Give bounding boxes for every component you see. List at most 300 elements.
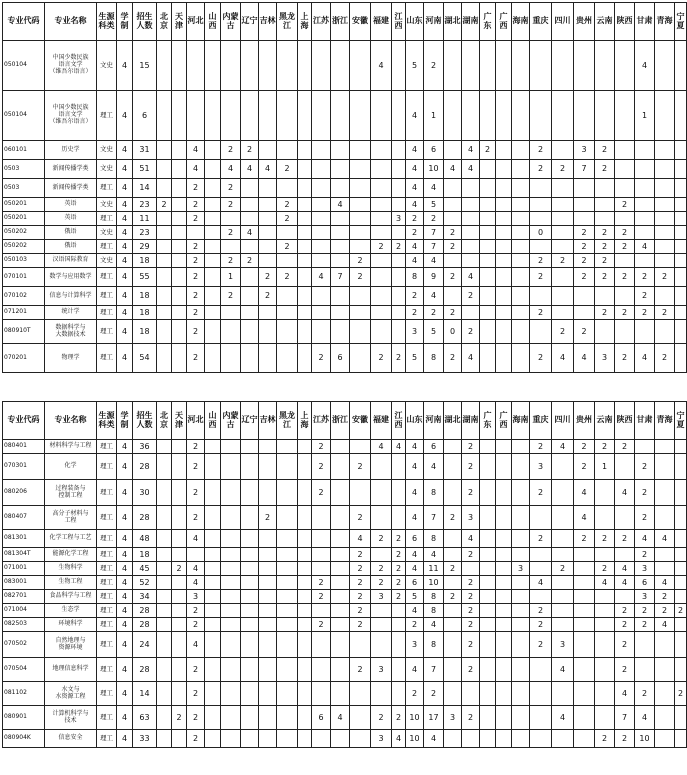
province-quota: 2 bbox=[350, 604, 371, 618]
subject-type: 理工 bbox=[97, 618, 117, 632]
province-quota: 2 bbox=[187, 179, 205, 198]
duration: 4 bbox=[117, 41, 133, 91]
province-quota bbox=[615, 141, 635, 160]
province-quota: 2 bbox=[259, 268, 277, 287]
province-quota bbox=[172, 91, 187, 141]
province-quota bbox=[480, 254, 496, 268]
province-quota bbox=[512, 576, 530, 590]
province-quota bbox=[512, 632, 530, 658]
province-quota bbox=[277, 730, 298, 748]
province-quota: 8 bbox=[424, 632, 444, 658]
province-quota: 2 bbox=[187, 440, 205, 454]
table-row bbox=[3, 706, 687, 730]
province-quota: 10 bbox=[424, 160, 444, 179]
col-header: 福建 bbox=[371, 402, 392, 440]
province-quota: 2 bbox=[312, 618, 331, 632]
province-quota bbox=[480, 480, 496, 506]
province-quota: 2 bbox=[277, 268, 298, 287]
major-name: 俄语 bbox=[45, 226, 97, 240]
province-quota bbox=[444, 41, 462, 91]
province-quota bbox=[496, 454, 512, 480]
province-quota: 2 bbox=[574, 240, 595, 254]
province-quota bbox=[172, 548, 187, 562]
duration: 4 bbox=[117, 562, 133, 576]
province-quota bbox=[530, 41, 552, 91]
province-quota bbox=[187, 41, 205, 91]
province-quota: 3 bbox=[406, 632, 424, 658]
province-quota bbox=[331, 41, 350, 91]
province-quota: 2 bbox=[221, 287, 241, 306]
province-quota: 2 bbox=[574, 268, 595, 287]
province-quota: 2 bbox=[392, 344, 406, 373]
total-quota: 23 bbox=[133, 198, 157, 212]
province-quota bbox=[157, 618, 172, 632]
province-quota: 2 bbox=[462, 706, 480, 730]
col-header: 广东 bbox=[480, 402, 496, 440]
major-code: 050202 bbox=[3, 240, 45, 254]
total-quota: 48 bbox=[133, 530, 157, 548]
province-quota: 4 bbox=[424, 287, 444, 306]
duration: 4 bbox=[117, 179, 133, 198]
major-code: 082503 bbox=[3, 618, 45, 632]
major-name: 新闻传播学类 bbox=[45, 179, 97, 198]
province-quota: 4 bbox=[331, 706, 350, 730]
province-quota bbox=[615, 179, 635, 198]
enrollment-table-1 bbox=[2, 2, 687, 373]
province-quota bbox=[496, 576, 512, 590]
province-quota: 4 bbox=[331, 198, 350, 212]
total-quota: 18 bbox=[133, 548, 157, 562]
province-quota bbox=[574, 706, 595, 730]
province-quota bbox=[221, 618, 241, 632]
province-quota bbox=[574, 682, 595, 706]
province-quota: 2 bbox=[530, 141, 552, 160]
province-quota bbox=[530, 179, 552, 198]
province-quota bbox=[157, 480, 172, 506]
province-quota bbox=[157, 41, 172, 91]
province-quota bbox=[635, 160, 655, 179]
province-quota bbox=[530, 658, 552, 682]
province-quota bbox=[241, 706, 259, 730]
province-quota bbox=[675, 658, 687, 682]
province-quota bbox=[574, 41, 595, 91]
province-quota bbox=[552, 212, 574, 226]
province-quota bbox=[371, 632, 392, 658]
province-quota bbox=[655, 730, 675, 748]
major-name: 俄语 bbox=[45, 240, 97, 254]
province-quota: 2 bbox=[615, 440, 635, 454]
province-quota: 2 bbox=[615, 344, 635, 373]
province-quota: 2 bbox=[350, 548, 371, 562]
subject-type: 理工 bbox=[97, 632, 117, 658]
province-quota bbox=[331, 590, 350, 604]
total-quota: 14 bbox=[133, 179, 157, 198]
province-quota bbox=[259, 576, 277, 590]
province-quota bbox=[259, 658, 277, 682]
province-quota: 2 bbox=[187, 730, 205, 748]
province-quota bbox=[675, 576, 687, 590]
province-quota: 2 bbox=[424, 212, 444, 226]
table-row bbox=[3, 198, 687, 212]
province-quota bbox=[530, 320, 552, 344]
province-quota bbox=[241, 548, 259, 562]
table-row bbox=[3, 226, 687, 240]
province-quota bbox=[574, 604, 595, 618]
province-quota bbox=[259, 306, 277, 320]
col-header: 北京 bbox=[157, 3, 172, 41]
province-quota bbox=[480, 268, 496, 287]
province-quota: 2 bbox=[187, 682, 205, 706]
province-quota bbox=[595, 618, 615, 632]
province-quota bbox=[298, 160, 312, 179]
province-quota bbox=[595, 212, 615, 226]
province-quota bbox=[530, 730, 552, 748]
province-quota bbox=[371, 287, 392, 306]
province-quota bbox=[655, 682, 675, 706]
major-name: 高分子材料与 工程 bbox=[45, 506, 97, 530]
province-quota bbox=[221, 706, 241, 730]
subject-type: 理工 bbox=[97, 320, 117, 344]
province-quota bbox=[350, 160, 371, 179]
province-quota bbox=[655, 658, 675, 682]
province-quota bbox=[157, 287, 172, 306]
province-quota: 8 bbox=[424, 604, 444, 618]
province-quota bbox=[512, 618, 530, 632]
province-quota bbox=[312, 179, 331, 198]
province-quota bbox=[655, 287, 675, 306]
col-header: 湖南 bbox=[462, 3, 480, 41]
province-quota bbox=[512, 254, 530, 268]
province-quota: 4 bbox=[406, 141, 424, 160]
province-quota bbox=[312, 141, 331, 160]
province-quota bbox=[241, 530, 259, 548]
total-quota: 34 bbox=[133, 590, 157, 604]
province-quota bbox=[371, 682, 392, 706]
province-quota bbox=[298, 682, 312, 706]
province-quota bbox=[277, 41, 298, 91]
table-row bbox=[3, 658, 687, 682]
province-quota bbox=[512, 440, 530, 454]
province-quota bbox=[259, 226, 277, 240]
province-quota: 4 bbox=[552, 706, 574, 730]
province-quota bbox=[172, 160, 187, 179]
province-quota bbox=[552, 530, 574, 548]
province-quota bbox=[512, 141, 530, 160]
province-quota: 4 bbox=[392, 730, 406, 748]
province-quota: 2 bbox=[655, 306, 675, 320]
province-quota bbox=[512, 268, 530, 287]
duration: 4 bbox=[117, 618, 133, 632]
province-quota bbox=[675, 179, 687, 198]
province-quota bbox=[312, 562, 331, 576]
province-quota bbox=[552, 548, 574, 562]
province-quota bbox=[277, 91, 298, 141]
province-quota bbox=[496, 658, 512, 682]
province-quota bbox=[574, 306, 595, 320]
province-quota bbox=[205, 454, 221, 480]
col-header: 重庆 bbox=[530, 3, 552, 41]
province-quota: 2 bbox=[462, 548, 480, 562]
table-row bbox=[3, 590, 687, 604]
total-quota: 28 bbox=[133, 658, 157, 682]
province-quota bbox=[221, 632, 241, 658]
province-quota bbox=[635, 632, 655, 658]
province-quota: 4 bbox=[635, 240, 655, 254]
province-quota bbox=[172, 530, 187, 548]
major-code: 050103 bbox=[3, 254, 45, 268]
total-quota: 18 bbox=[133, 320, 157, 344]
province-quota bbox=[298, 91, 312, 141]
duration: 4 bbox=[117, 268, 133, 287]
province-quota: 2 bbox=[530, 604, 552, 618]
province-quota bbox=[444, 212, 462, 226]
province-quota: 4 bbox=[552, 658, 574, 682]
col-header: 学制 bbox=[117, 3, 133, 41]
col-header: 安徽 bbox=[350, 3, 371, 41]
province-quota bbox=[530, 682, 552, 706]
province-quota: 2 bbox=[615, 306, 635, 320]
province-quota bbox=[187, 91, 205, 141]
province-quota bbox=[552, 268, 574, 287]
province-quota bbox=[675, 254, 687, 268]
province-quota: 2 bbox=[574, 454, 595, 480]
province-quota: 2 bbox=[392, 562, 406, 576]
province-quota bbox=[615, 160, 635, 179]
province-quota bbox=[331, 179, 350, 198]
duration: 4 bbox=[117, 91, 133, 141]
province-quota bbox=[462, 179, 480, 198]
province-quota bbox=[496, 344, 512, 373]
province-quota: 4 bbox=[406, 604, 424, 618]
province-quota bbox=[298, 212, 312, 226]
subject-type: 理工 bbox=[97, 730, 117, 748]
province-quota bbox=[331, 254, 350, 268]
province-quota bbox=[371, 480, 392, 506]
province-quota: 2 bbox=[424, 41, 444, 91]
province-quota bbox=[259, 590, 277, 604]
province-quota bbox=[615, 320, 635, 344]
col-header: 重庆 bbox=[530, 402, 552, 440]
province-quota bbox=[635, 179, 655, 198]
total-quota: 6 bbox=[133, 91, 157, 141]
province-quota bbox=[462, 254, 480, 268]
province-quota: 2 bbox=[595, 306, 615, 320]
province-quota bbox=[552, 454, 574, 480]
province-quota bbox=[655, 41, 675, 91]
province-quota bbox=[675, 344, 687, 373]
province-quota bbox=[205, 240, 221, 254]
total-quota: 29 bbox=[133, 240, 157, 254]
province-quota bbox=[496, 530, 512, 548]
province-quota bbox=[205, 576, 221, 590]
province-quota: 2 bbox=[595, 254, 615, 268]
province-quota: 4 bbox=[187, 160, 205, 179]
province-quota bbox=[635, 658, 655, 682]
province-quota bbox=[392, 41, 406, 91]
province-quota: 4 bbox=[462, 344, 480, 373]
province-quota: 2 bbox=[187, 287, 205, 306]
province-quota bbox=[462, 682, 480, 706]
province-quota bbox=[277, 141, 298, 160]
major-code: 070201 bbox=[3, 344, 45, 373]
total-quota: 52 bbox=[133, 576, 157, 590]
province-quota bbox=[655, 240, 675, 254]
duration: 4 bbox=[117, 320, 133, 344]
col-header: 甘肃 bbox=[635, 402, 655, 440]
province-quota: 3 bbox=[187, 590, 205, 604]
major-code: 080206 bbox=[3, 480, 45, 506]
province-quota: 2 bbox=[595, 440, 615, 454]
table-row bbox=[3, 254, 687, 268]
province-quota bbox=[496, 320, 512, 344]
province-quota bbox=[221, 530, 241, 548]
table-row bbox=[3, 682, 687, 706]
province-quota: 2 bbox=[392, 576, 406, 590]
province-quota: 2 bbox=[462, 576, 480, 590]
province-quota bbox=[312, 548, 331, 562]
major-code: 071004 bbox=[3, 604, 45, 618]
province-quota: 8 bbox=[424, 590, 444, 604]
province-quota bbox=[205, 548, 221, 562]
province-quota bbox=[172, 440, 187, 454]
province-quota bbox=[298, 240, 312, 254]
col-header: 海南 bbox=[512, 3, 530, 41]
major-name: 新闻传播学类 bbox=[45, 160, 97, 179]
province-quota bbox=[350, 682, 371, 706]
province-quota bbox=[480, 632, 496, 658]
province-quota bbox=[675, 618, 687, 632]
province-quota bbox=[496, 212, 512, 226]
province-quota bbox=[172, 632, 187, 658]
province-quota bbox=[277, 576, 298, 590]
province-quota bbox=[512, 706, 530, 730]
province-quota: 8 bbox=[424, 480, 444, 506]
major-name: 生态学 bbox=[45, 604, 97, 618]
province-quota bbox=[350, 306, 371, 320]
province-quota bbox=[392, 179, 406, 198]
province-quota bbox=[157, 91, 172, 141]
province-quota bbox=[312, 254, 331, 268]
province-quota bbox=[530, 91, 552, 141]
province-quota bbox=[512, 454, 530, 480]
province-quota bbox=[298, 254, 312, 268]
province-quota: 2 bbox=[635, 682, 655, 706]
province-quota bbox=[512, 240, 530, 254]
province-quota bbox=[298, 618, 312, 632]
major-name: 食品科学与工程 bbox=[45, 590, 97, 604]
subject-type: 理工 bbox=[97, 506, 117, 530]
province-quota: 2 bbox=[444, 562, 462, 576]
province-quota bbox=[496, 604, 512, 618]
province-quota bbox=[392, 306, 406, 320]
province-quota bbox=[552, 506, 574, 530]
duration: 4 bbox=[117, 604, 133, 618]
province-quota bbox=[675, 590, 687, 604]
province-quota bbox=[331, 454, 350, 480]
total-quota: 28 bbox=[133, 454, 157, 480]
province-quota bbox=[157, 632, 172, 658]
province-quota: 7 bbox=[424, 240, 444, 254]
province-quota bbox=[331, 226, 350, 240]
province-quota bbox=[675, 240, 687, 254]
province-quota bbox=[350, 320, 371, 344]
province-quota bbox=[512, 530, 530, 548]
province-quota bbox=[392, 658, 406, 682]
province-quota: 3 bbox=[444, 706, 462, 730]
province-quota bbox=[675, 212, 687, 226]
province-quota: 0 bbox=[444, 320, 462, 344]
province-quota bbox=[675, 632, 687, 658]
province-quota bbox=[552, 287, 574, 306]
province-quota: 2 bbox=[574, 440, 595, 454]
col-header: 海南 bbox=[512, 402, 530, 440]
province-quota bbox=[331, 240, 350, 254]
province-quota bbox=[205, 179, 221, 198]
province-quota bbox=[331, 306, 350, 320]
province-quota bbox=[312, 604, 331, 618]
col-header: 天津 bbox=[172, 402, 187, 440]
province-quota bbox=[675, 562, 687, 576]
province-quota bbox=[331, 530, 350, 548]
province-quota: 10 bbox=[406, 706, 424, 730]
province-quota bbox=[675, 480, 687, 506]
duration: 4 bbox=[117, 590, 133, 604]
subject-type: 理工 bbox=[97, 604, 117, 618]
col-header: 广东 bbox=[480, 3, 496, 41]
province-quota: 4 bbox=[574, 344, 595, 373]
province-quota: 2 bbox=[350, 254, 371, 268]
table-row bbox=[3, 41, 687, 91]
province-quota bbox=[462, 240, 480, 254]
province-quota bbox=[512, 344, 530, 373]
province-quota bbox=[350, 240, 371, 254]
province-quota bbox=[298, 226, 312, 240]
province-quota: 2 bbox=[444, 306, 462, 320]
province-quota bbox=[496, 160, 512, 179]
province-quota: 2 bbox=[530, 480, 552, 506]
province-quota: 2 bbox=[444, 590, 462, 604]
province-quota bbox=[277, 320, 298, 344]
province-quota bbox=[655, 254, 675, 268]
major-name: 过程装备与 控制工程 bbox=[45, 480, 97, 506]
duration: 4 bbox=[117, 730, 133, 748]
province-quota: 4 bbox=[187, 562, 205, 576]
province-quota bbox=[530, 706, 552, 730]
province-quota bbox=[331, 682, 350, 706]
province-quota bbox=[574, 618, 595, 632]
province-quota: 2 bbox=[350, 454, 371, 480]
province-quota: 2 bbox=[371, 706, 392, 730]
province-quota: 2 bbox=[595, 226, 615, 240]
province-quota: 2 bbox=[444, 240, 462, 254]
province-quota bbox=[172, 240, 187, 254]
province-quota bbox=[298, 440, 312, 454]
province-quota bbox=[259, 91, 277, 141]
col-header: 河北 bbox=[187, 3, 205, 41]
col-header: 四川 bbox=[552, 3, 574, 41]
province-quota: 2 bbox=[615, 632, 635, 658]
major-code: 070301 bbox=[3, 454, 45, 480]
subject-type: 理工 bbox=[97, 268, 117, 287]
province-quota bbox=[392, 632, 406, 658]
province-quota: 2 bbox=[371, 240, 392, 254]
province-quota bbox=[157, 240, 172, 254]
major-name: 英语 bbox=[45, 198, 97, 212]
province-quota: 2 bbox=[595, 530, 615, 548]
major-name: 物理学 bbox=[45, 344, 97, 373]
major-code: 0503 bbox=[3, 160, 45, 179]
duration: 4 bbox=[117, 344, 133, 373]
